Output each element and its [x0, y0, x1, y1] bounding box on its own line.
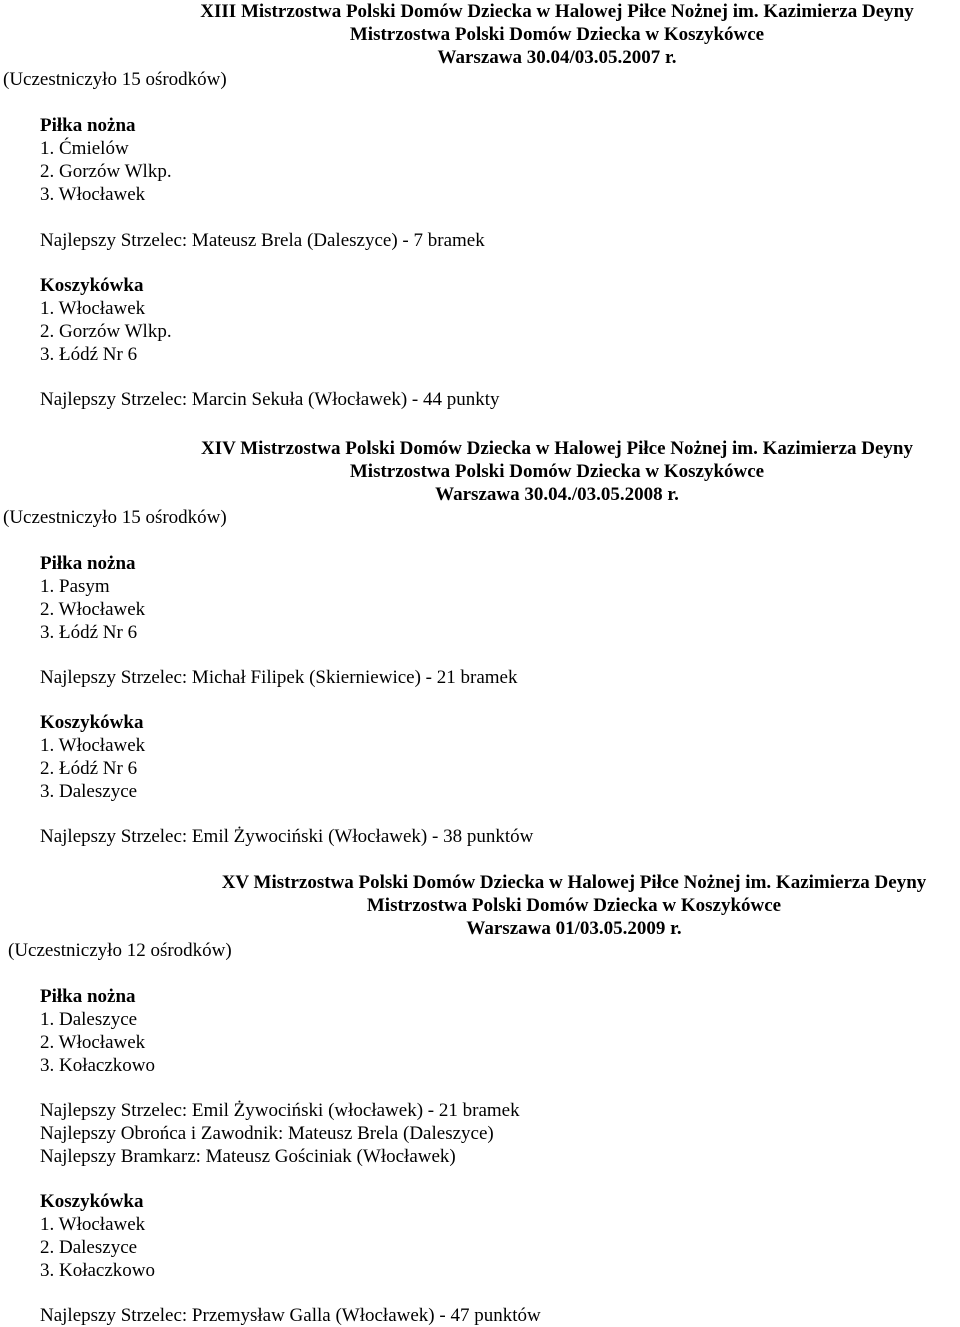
football-section-title: Piłka nożna [40, 553, 136, 574]
place-date: Warszawa 30.04./03.05.2008 r. [435, 484, 679, 505]
basketball-place-2: 2. Gorzów Wlkp. [40, 321, 172, 342]
championship-subtitle: Mistrzostwa Polski Domów Dziecka w Koszykówce [349, 24, 765, 45]
football-place-3: 3. Łódź Nr 6 [40, 622, 138, 643]
football-place-3: 3. Włocławek [40, 184, 146, 205]
football-place-3: 3. Kołaczkowo [40, 1055, 156, 1076]
basketball-place-3: 3. Łódź Nr 6 [40, 344, 138, 365]
basketball-top-scorer: Najlepszy Strzelec: Marcin Sekuła (Włocławek) - 44 punkty [40, 389, 500, 410]
basketball-place-1: 1. Włocławek [40, 298, 146, 319]
basketball-top-scorer: Najlepszy Strzelec: Przemysław Galla (Włocławek) - 47 punktów [40, 1305, 541, 1326]
edition-heading [170, 437, 944, 506]
championship-subtitle: Mistrzostwa Polski Domów Dziecka w Koszykówce [349, 461, 765, 482]
basketball-section-title: Koszykówka [40, 275, 144, 296]
football-best-goalkeeper: Najlepszy Bramkarz: Mateusz Gościniak (Włocławek) [40, 1146, 456, 1167]
basketball-place-2: 2. Łódź Nr 6 [40, 758, 138, 779]
football-top-scorer: Najlepszy Strzelec: Michał Filipek (Skierniewice) - 21 bramek [40, 667, 518, 688]
edition-heading [170, 0, 944, 69]
football-place-2: 2. Gorzów Wlkp. [40, 161, 172, 182]
participants-count: (Uczestniczyło 12 ośrodków) [8, 940, 232, 961]
football-section-title: Piłka nożna [40, 115, 136, 136]
basketball-place-2: 2. Daleszyce [40, 1237, 138, 1258]
place-date: Warszawa 30.04/03.05.2007 r. [437, 47, 677, 68]
basketball-place-1: 1. Włocławek [40, 1214, 146, 1235]
football-top-scorer: Najlepszy Strzelec: Mateusz Brela (Daleszyce) - 7 bramek [40, 230, 485, 251]
football-section-title: Piłka nożna [40, 986, 136, 1007]
championship-title: XIII Mistrzostwa Polski Domów Dziecka w Halowej Piłce Nożnej im. Kazimierza Deyny [200, 1, 914, 22]
football-best-defender: Najlepszy Obrońca i Zawodnik: Mateusz Brela (Daleszyce) [40, 1123, 494, 1144]
championship-title: XIV Mistrzostwa Polski Domów Dziecka w Halowej Piłce Nożnej im. Kazimierza Deyny [201, 438, 913, 459]
championship-title: XV Mistrzostwa Polski Domów Dziecka w Halowej Piłce Nożnej im. Kazimierza Deyny [221, 872, 927, 893]
basketball-place-3: 3. Daleszyce [40, 781, 138, 802]
edition-heading [190, 871, 958, 940]
football-place-2: 2. Włocławek [40, 599, 146, 620]
basketball-section-title: Koszykówka [40, 712, 144, 733]
participants-count: (Uczestniczyło 15 ośrodków) [3, 69, 227, 90]
championship-subtitle: Mistrzostwa Polski Domów Dziecka w Koszykówce [366, 895, 782, 916]
football-place-1: 1. Ćmielów [40, 138, 129, 159]
basketball-top-scorer: Najlepszy Strzelec: Emil Żywociński (Włocławek) - 38 punktów [40, 826, 534, 847]
participants-count: (Uczestniczyło 15 ośrodków) [3, 507, 227, 528]
football-place-2: 2. Włocławek [40, 1032, 146, 1053]
place-date: Warszawa 01/03.05.2009 r. [466, 918, 682, 939]
football-top-scorer: Najlepszy Strzelec: Emil Żywociński (włocławek) - 21 bramek [40, 1100, 520, 1121]
football-place-1: 1. Pasym [40, 576, 110, 597]
basketball-place-3: 3. Kołaczkowo [40, 1260, 156, 1281]
basketball-section-title: Koszykówka [40, 1191, 144, 1212]
football-place-1: 1. Daleszyce [40, 1009, 138, 1030]
basketball-place-1: 1. Włocławek [40, 735, 146, 756]
